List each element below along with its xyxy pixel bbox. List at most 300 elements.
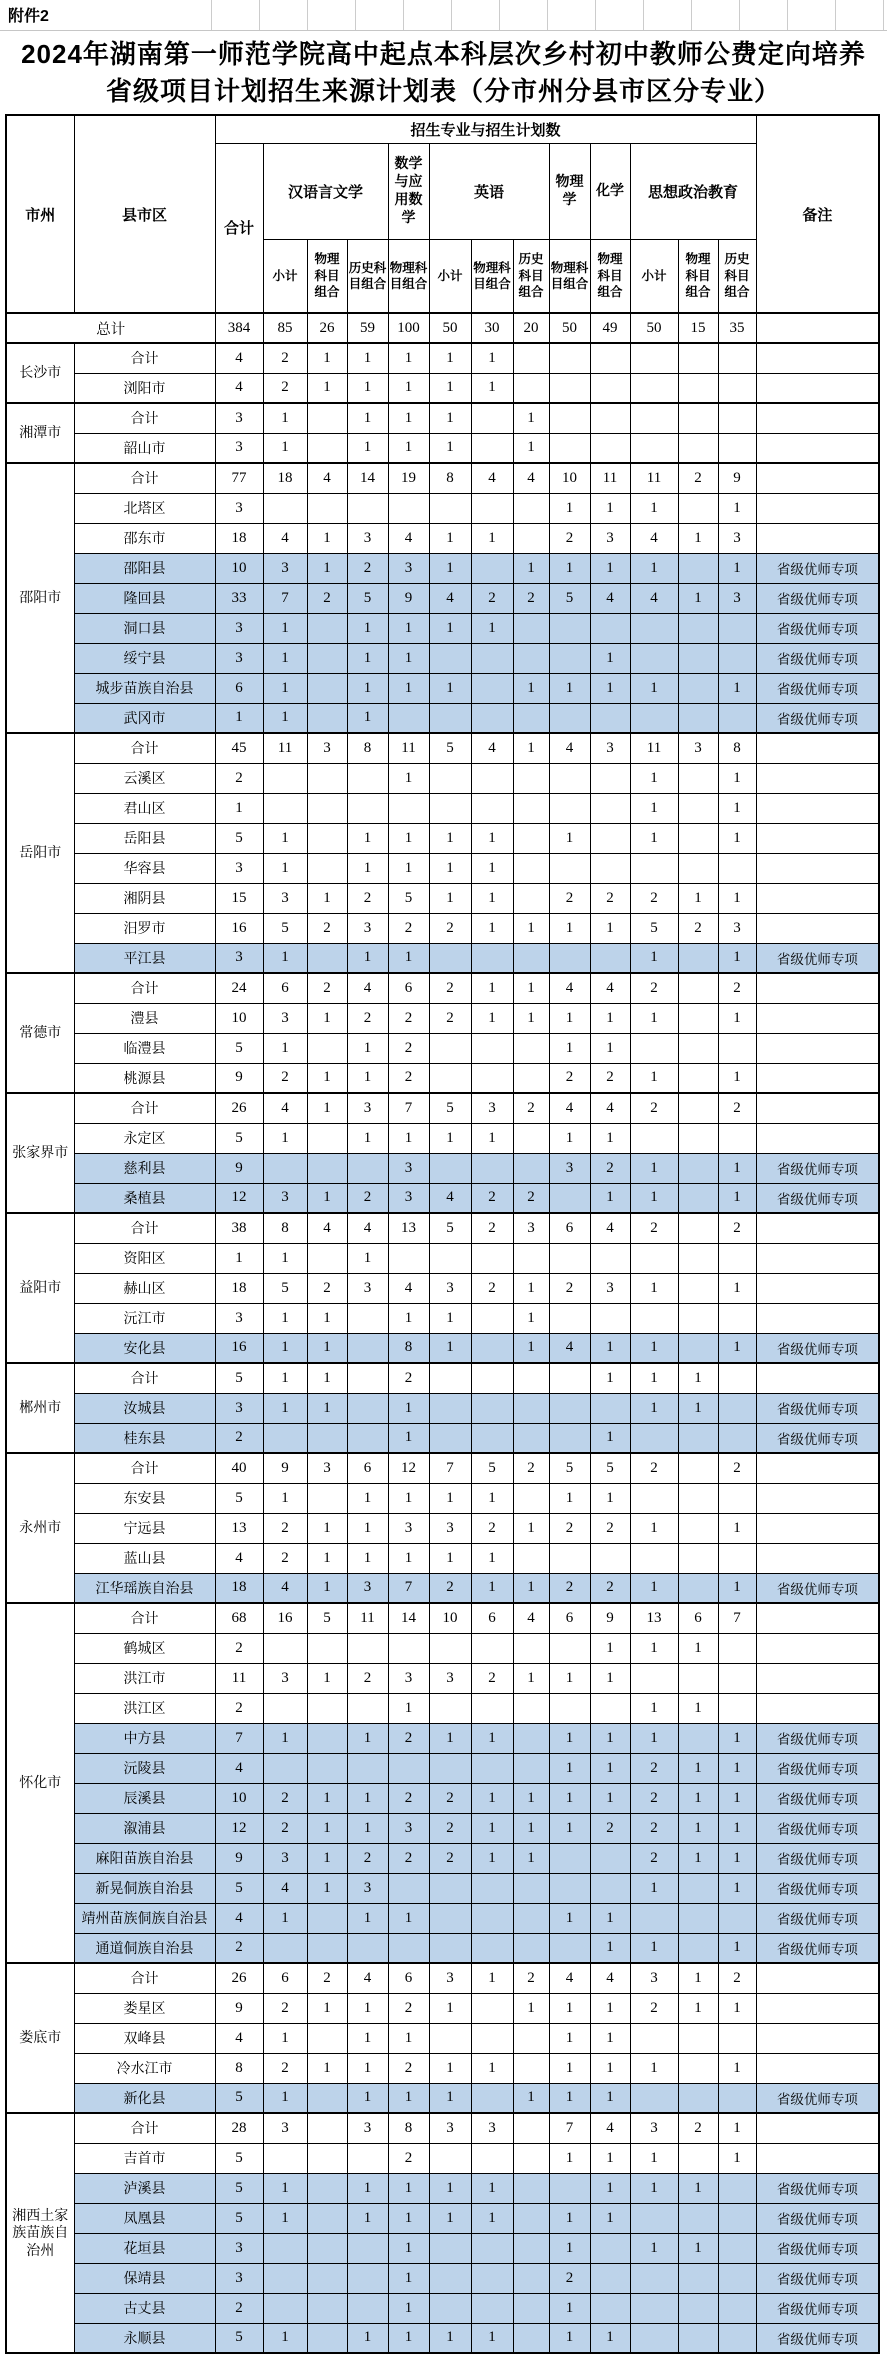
value-cell (630, 433, 678, 463)
table-row (6, 553, 879, 583)
value-cell: 1 (388, 763, 429, 793)
value-cell: 1 (590, 1753, 630, 1783)
value-cell: 2 (388, 1843, 429, 1873)
value-cell: 12 (215, 1813, 263, 1843)
value-cell: 1 (347, 433, 388, 463)
value-cell: 1 (678, 2173, 718, 2203)
value-cell: 1 (429, 343, 471, 373)
value-cell: 1 (513, 973, 549, 1003)
value-cell: 1 (718, 1153, 756, 1183)
value-cell: 2 (630, 1993, 678, 2023)
county-cell: 君山区 (74, 793, 215, 823)
county-cell: 合计 (74, 343, 215, 373)
value-cell (513, 2233, 549, 2263)
value-cell (429, 2233, 471, 2263)
value-cell: 7 (429, 1453, 471, 1483)
value-cell: 1 (630, 1003, 678, 1033)
value-cell: 1 (263, 643, 307, 673)
remark-cell (756, 1033, 879, 1063)
value-cell: 1 (718, 1843, 756, 1873)
value-cell (678, 1543, 718, 1573)
value-cell: 1 (471, 1003, 513, 1033)
table-row (6, 913, 879, 943)
value-cell: 1 (347, 343, 388, 373)
value-cell: 1 (307, 1993, 347, 2023)
value-cell: 2 (215, 2293, 263, 2323)
table-row (6, 1753, 879, 1783)
value-cell: 1 (263, 853, 307, 883)
value-cell: 1 (471, 2323, 513, 2353)
value-cell: 8 (347, 733, 388, 763)
value-cell: 1 (347, 1123, 388, 1153)
value-cell (471, 673, 513, 703)
county-cell: 桑植县 (74, 1183, 215, 1213)
table-row (6, 703, 879, 733)
value-cell (678, 793, 718, 823)
value-cell: 5 (263, 913, 307, 943)
value-cell: 5 (590, 1453, 630, 1483)
remark-cell: 省级优师专项 (756, 1183, 879, 1213)
value-cell: 3 (429, 1663, 471, 1693)
value-cell: 2 (388, 1063, 429, 1093)
value-cell: 1 (347, 2023, 388, 2053)
value-cell (513, 1243, 549, 1273)
value-cell: 2 (388, 913, 429, 943)
value-cell: 4 (215, 1543, 263, 1573)
value-cell: 8 (429, 463, 471, 493)
value-cell: 11 (630, 463, 678, 493)
header-major-politics: 思想政治教育 (630, 143, 756, 239)
table-row (6, 1363, 879, 1393)
value-cell: 4 (630, 523, 678, 553)
value-cell (678, 1903, 718, 1933)
value-cell: 1 (347, 2083, 388, 2113)
value-cell: 12 (388, 1453, 429, 1483)
county-cell: 岳阳县 (74, 823, 215, 853)
value-cell: 1 (263, 2173, 307, 2203)
value-cell: 3 (388, 1183, 429, 1213)
value-cell (513, 1393, 549, 1423)
remark-cell: 省级优师专项 (756, 2173, 879, 2203)
value-cell: 11 (263, 733, 307, 763)
value-cell (513, 1483, 549, 1513)
value-cell: 1 (388, 673, 429, 703)
value-cell: 35 (718, 313, 756, 343)
value-cell: 3 (263, 553, 307, 583)
value-cell: 5 (215, 2083, 263, 2113)
value-cell: 3 (590, 1273, 630, 1303)
value-cell (307, 943, 347, 973)
value-cell: 10 (215, 1003, 263, 1033)
table-row (6, 1573, 879, 1603)
remark-cell (756, 433, 879, 463)
value-cell: 6 (347, 1453, 388, 1483)
value-cell: 1 (347, 1993, 388, 2023)
header-sub-xiaoji: 小计 (263, 239, 307, 313)
value-cell: 3 (215, 403, 263, 433)
value-cell (513, 2053, 549, 2083)
remark-cell: 省级优师专项 (756, 553, 879, 583)
value-cell (718, 1543, 756, 1573)
remark-cell (756, 463, 879, 493)
value-cell (513, 343, 549, 373)
value-cell: 3 (347, 2113, 388, 2143)
value-cell (549, 853, 590, 883)
value-cell: 8 (263, 1213, 307, 1243)
value-cell: 1 (549, 913, 590, 943)
value-cell (307, 1483, 347, 1513)
value-cell (630, 2023, 678, 2053)
value-cell: 10 (549, 463, 590, 493)
value-cell (718, 613, 756, 643)
county-cell: 古丈县 (74, 2293, 215, 2323)
value-cell (429, 493, 471, 523)
value-cell: 1 (347, 643, 388, 673)
value-cell: 1 (307, 1063, 347, 1093)
value-cell (678, 2083, 718, 2113)
table-row (6, 793, 879, 823)
value-cell (471, 1033, 513, 1063)
value-cell: 2 (307, 913, 347, 943)
value-cell (718, 1393, 756, 1423)
value-cell: 1 (513, 1813, 549, 1843)
remark-cell (756, 1123, 879, 1153)
value-cell: 4 (590, 1093, 630, 1123)
county-cell: 云溪区 (74, 763, 215, 793)
value-cell: 2 (388, 2053, 429, 2083)
remark-cell: 省级优师专项 (756, 673, 879, 703)
table-row (6, 1933, 879, 1963)
value-cell (429, 2023, 471, 2053)
value-cell: 1 (590, 1333, 630, 1363)
value-cell (429, 1393, 471, 1423)
value-cell: 2 (388, 1783, 429, 1813)
value-cell (471, 2143, 513, 2173)
value-cell (678, 1933, 718, 1963)
value-cell: 1 (263, 1123, 307, 1153)
county-cell: 中方县 (74, 1723, 215, 1753)
value-cell: 3 (215, 1303, 263, 1333)
value-cell (678, 1483, 718, 1513)
value-cell (590, 1873, 630, 1903)
value-cell (307, 2083, 347, 2113)
value-cell (630, 703, 678, 733)
value-cell: 26 (307, 313, 347, 343)
value-cell: 1 (347, 1543, 388, 1573)
table-row (6, 2023, 879, 2053)
value-cell (307, 433, 347, 463)
value-cell: 1 (471, 1543, 513, 1573)
remark-cell (756, 913, 879, 943)
header-major-chemistry: 化学 (590, 143, 630, 239)
value-cell: 2 (513, 1093, 549, 1123)
value-cell (630, 2263, 678, 2293)
value-cell (471, 2023, 513, 2053)
value-cell: 1 (590, 1633, 630, 1663)
value-cell: 24 (215, 973, 263, 1003)
value-cell: 1 (263, 1723, 307, 1753)
value-cell: 2 (513, 1183, 549, 1213)
value-cell (630, 1543, 678, 1573)
value-cell: 1 (307, 523, 347, 553)
value-cell: 2 (549, 1573, 590, 1603)
table-row (6, 1273, 879, 1303)
county-cell: 通道侗族自治县 (74, 1933, 215, 1963)
value-cell: 1 (630, 553, 678, 583)
value-cell (471, 1243, 513, 1273)
value-cell (263, 793, 307, 823)
value-cell: 1 (590, 1723, 630, 1753)
value-cell: 1 (429, 823, 471, 853)
value-cell: 1 (678, 1993, 718, 2023)
value-cell (678, 703, 718, 733)
value-cell: 10 (215, 553, 263, 583)
value-cell: 50 (549, 313, 590, 343)
header-sub-xiaoji: 小计 (429, 239, 471, 313)
value-cell: 1 (630, 1723, 678, 1753)
remark-cell (756, 1453, 879, 1483)
header-sub-lishi: 历史科目组合 (347, 239, 388, 313)
value-cell: 1 (678, 583, 718, 613)
value-cell: 1 (471, 913, 513, 943)
value-cell (549, 373, 590, 403)
table-row (6, 1693, 879, 1723)
value-cell: 4 (471, 463, 513, 493)
value-cell: 1 (549, 2323, 590, 2353)
value-cell: 3 (471, 2113, 513, 2143)
remark-cell (756, 733, 879, 763)
value-cell: 4 (215, 343, 263, 373)
value-cell (678, 2323, 718, 2353)
table-row (6, 1453, 879, 1483)
value-cell (513, 2293, 549, 2323)
value-cell: 1 (718, 883, 756, 913)
value-cell (590, 2293, 630, 2323)
value-cell: 1 (307, 1873, 347, 1903)
value-cell (549, 1933, 590, 1963)
value-cell: 1 (590, 2323, 630, 2353)
value-cell (678, 1003, 718, 1033)
value-cell (678, 493, 718, 523)
city-cell: 常德市 (6, 973, 74, 1093)
value-cell: 2 (263, 1993, 307, 2023)
value-cell: 26 (215, 1093, 263, 1123)
remark-cell: 省级优师专项 (756, 1933, 879, 1963)
value-cell: 3 (347, 1873, 388, 1903)
header-sub-wuli: 物理科目组合 (307, 239, 347, 313)
value-cell (347, 763, 388, 793)
value-cell: 1 (513, 2083, 549, 2113)
value-cell (718, 1663, 756, 1693)
table-row (6, 1393, 879, 1423)
plan-table (5, 114, 880, 2354)
value-cell: 2 (630, 1753, 678, 1783)
value-cell: 1 (549, 1483, 590, 1513)
value-cell: 1 (429, 2053, 471, 2083)
value-cell: 1 (630, 1633, 678, 1663)
value-cell: 4 (590, 2113, 630, 2143)
value-cell: 2 (471, 1183, 513, 1213)
value-cell (718, 433, 756, 463)
value-cell: 1 (549, 2143, 590, 2173)
value-cell: 2 (630, 973, 678, 1003)
value-cell: 3 (718, 523, 756, 553)
county-cell: 江华瑶族自治县 (74, 1573, 215, 1603)
value-cell: 1 (718, 823, 756, 853)
value-cell (388, 703, 429, 733)
county-cell: 韶山市 (74, 433, 215, 463)
value-cell (263, 1423, 307, 1453)
value-cell: 1 (347, 1513, 388, 1543)
value-cell: 7 (388, 1573, 429, 1603)
value-cell: 45 (215, 733, 263, 763)
county-cell: 蓝山县 (74, 1543, 215, 1573)
value-cell (549, 1873, 590, 1903)
value-cell: 1 (307, 553, 347, 583)
value-cell: 1 (513, 403, 549, 433)
value-cell: 3 (388, 1813, 429, 1843)
remark-cell: 省级优师专项 (756, 583, 879, 613)
value-cell: 1 (388, 1123, 429, 1153)
value-cell: 1 (388, 343, 429, 373)
value-cell (471, 643, 513, 673)
value-cell (307, 1153, 347, 1183)
value-cell: 1 (263, 613, 307, 643)
remark-cell (756, 823, 879, 853)
value-cell: 1 (513, 733, 549, 763)
value-cell (678, 1513, 718, 1543)
table-row (6, 2143, 879, 2173)
value-cell: 2 (471, 583, 513, 613)
value-cell: 40 (215, 1453, 263, 1483)
table-row (6, 1213, 879, 1243)
value-cell (471, 793, 513, 823)
value-cell (307, 823, 347, 853)
value-cell (513, 493, 549, 523)
value-cell: 1 (429, 553, 471, 583)
county-cell: 合计 (74, 2113, 215, 2143)
value-cell (513, 523, 549, 553)
value-cell (307, 1723, 347, 1753)
value-cell (347, 1753, 388, 1783)
value-cell (718, 1123, 756, 1153)
value-cell (429, 703, 471, 733)
value-cell: 1 (263, 2023, 307, 2053)
value-cell: 3 (630, 2113, 678, 2143)
value-cell (513, 1873, 549, 1903)
value-cell (471, 433, 513, 463)
value-cell: 1 (347, 823, 388, 853)
value-cell: 1 (429, 613, 471, 643)
value-cell (388, 1873, 429, 1903)
county-cell: 合计 (74, 463, 215, 493)
value-cell: 5 (215, 1873, 263, 1903)
value-cell (630, 2323, 678, 2353)
value-cell: 16 (263, 1603, 307, 1633)
value-cell: 1 (718, 1333, 756, 1363)
value-cell: 1 (590, 1363, 630, 1393)
value-cell: 1 (630, 493, 678, 523)
value-cell: 1 (549, 1993, 590, 2023)
table-row (6, 493, 879, 523)
title-line-2: 省级项目计划招生来源计划表（分市州分县市区分专业） (105, 75, 781, 106)
value-cell (307, 1753, 347, 1783)
remark-cell: 省级优师专项 (756, 943, 879, 973)
county-cell: 合计 (74, 1603, 215, 1633)
county-cell: 湘阴县 (74, 883, 215, 913)
value-cell: 1 (718, 1513, 756, 1543)
value-cell: 1 (388, 1393, 429, 1423)
value-cell: 1 (307, 1513, 347, 1543)
value-cell: 2 (215, 1423, 263, 1453)
value-cell: 5 (429, 1093, 471, 1123)
value-cell: 5 (630, 913, 678, 943)
value-cell: 1 (718, 1183, 756, 1213)
value-cell: 384 (215, 313, 263, 343)
value-cell (347, 1693, 388, 1723)
table-row (6, 1993, 879, 2023)
value-cell: 1 (590, 553, 630, 583)
remark-cell: 省级优师专项 (756, 2203, 879, 2233)
value-cell: 8 (215, 2053, 263, 2083)
value-cell (630, 2293, 678, 2323)
county-cell: 娄星区 (74, 1993, 215, 2023)
value-cell (718, 2173, 756, 2203)
value-cell (718, 2263, 756, 2293)
remark-cell: 省级优师专项 (756, 1843, 879, 1873)
value-cell: 13 (215, 1513, 263, 1543)
table-row (6, 2323, 879, 2353)
value-cell: 2 (471, 1663, 513, 1693)
value-cell: 1 (471, 1783, 513, 1813)
value-cell (630, 373, 678, 403)
value-cell: 2 (549, 1273, 590, 1303)
value-cell (471, 2263, 513, 2293)
county-cell: 合计 (74, 1363, 215, 1393)
value-cell: 1 (549, 673, 590, 703)
value-cell (590, 823, 630, 853)
value-cell: 1 (307, 1003, 347, 1033)
value-cell (429, 1633, 471, 1663)
value-cell: 1 (630, 1183, 678, 1213)
value-cell: 1 (630, 763, 678, 793)
table-row (6, 1963, 879, 1993)
remark-cell (756, 1603, 879, 1633)
header-major-physics: 物理学 (549, 143, 590, 239)
value-cell: 1 (513, 433, 549, 463)
value-cell (718, 1633, 756, 1663)
value-cell: 1 (549, 1813, 590, 1843)
value-cell: 1 (388, 2083, 429, 2113)
value-cell (549, 943, 590, 973)
value-cell: 2 (678, 2113, 718, 2143)
value-cell (718, 703, 756, 733)
value-cell (630, 343, 678, 373)
value-cell (307, 1123, 347, 1153)
value-cell (513, 703, 549, 733)
value-cell: 3 (215, 493, 263, 523)
value-cell (630, 1303, 678, 1333)
value-cell: 6 (263, 1963, 307, 1993)
value-cell: 1 (678, 2233, 718, 2263)
value-cell (471, 1153, 513, 1183)
value-cell (678, 1453, 718, 1483)
value-cell: 14 (347, 463, 388, 493)
title-line-1: 2024年湖南第一师范学院高中起点本科层次乡村初中教师公费定向培养 (21, 38, 866, 69)
value-cell: 1 (718, 1723, 756, 1753)
value-cell (678, 1213, 718, 1243)
value-cell: 3 (347, 1273, 388, 1303)
